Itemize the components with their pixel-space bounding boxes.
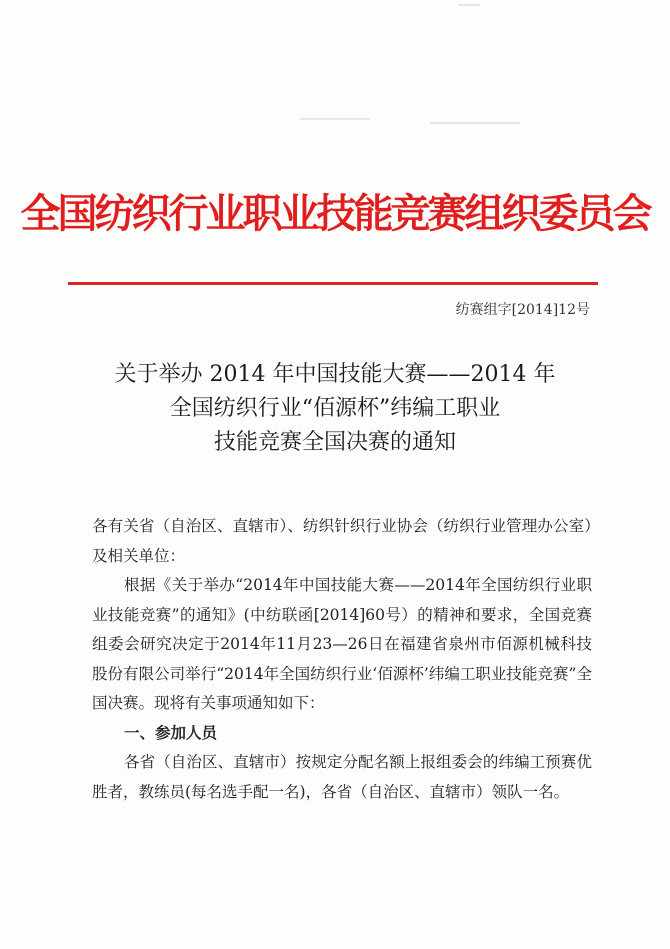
paragraph-participants: 各省（自治区、直辖市）按规定分配名额上报组委会的纬编工预赛优胜者，教练员(每名选手配一名)，各省（自治区、直辖市）领队一名。 xyxy=(92,753,592,801)
addressee: 各有关省（自治区、直辖市）、纺织针织行业协会（纺织行业管理办公室）及相关单位： xyxy=(92,517,592,565)
issuer-masthead: 全国纺织行业职业技能竞赛组织委员会 xyxy=(20,191,650,237)
red-divider-line xyxy=(68,282,598,285)
notice-title xyxy=(0,358,670,460)
document-number: 纺赛组字[2014]12号 xyxy=(455,302,590,318)
notice-body xyxy=(92,512,592,807)
title-line-3: 技能竞赛全国决赛的通知 xyxy=(213,430,456,455)
scan-mark xyxy=(458,4,480,6)
scan-mark xyxy=(300,118,370,120)
title-line-1: 关于举办 2014 年中国技能大赛——2014 年 xyxy=(114,362,556,387)
title-line-2: 全国纺织行业“佰源杯”纬编工职业 xyxy=(169,396,501,421)
section-heading-participants: 一、参加人员 xyxy=(124,723,218,742)
scan-mark xyxy=(430,122,520,124)
paragraph-intro: 根据《关于举办“2014年中国技能大赛——2014年全国纺织行业职业技能竞赛”的通知》(中纺联函[2014]60号）的精神和要求，全国竞赛组委会研究决定于2014年11月23—26日在福建省泉州市佰源机械科技股份有限公司举行“2014年全国纺织行业‘佰源杯’纬编工职业技能竞赛”全国决赛。现将有关事项通知如下： xyxy=(92,576,592,712)
